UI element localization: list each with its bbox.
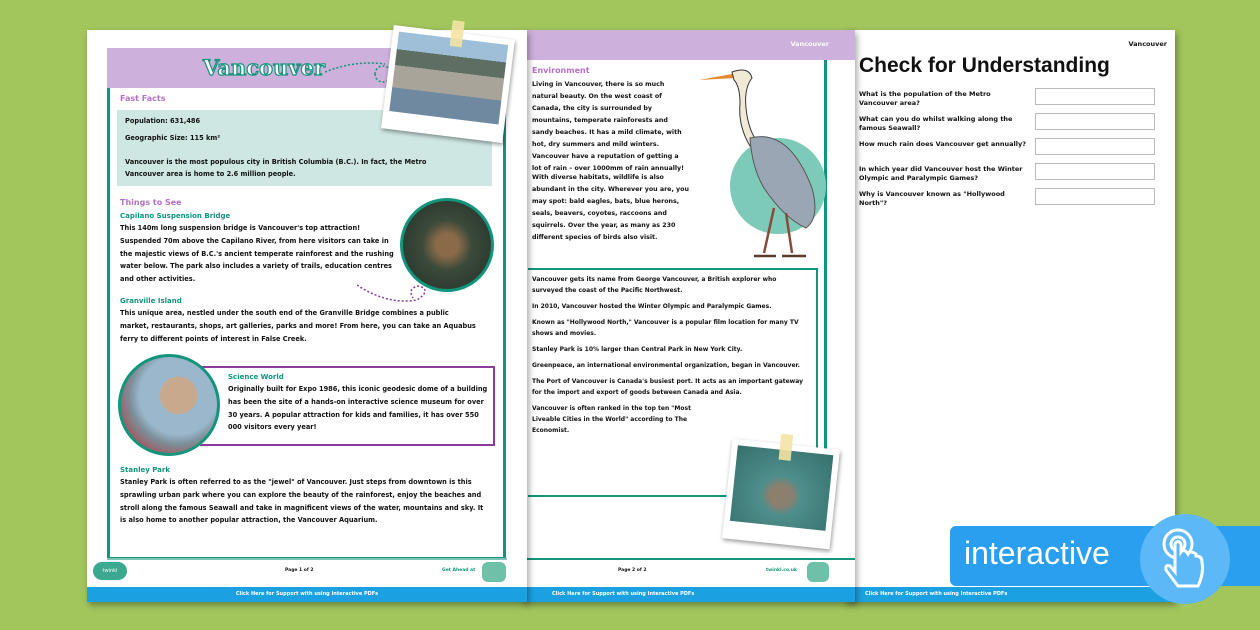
fact-item: Vancouver gets its name from George Vancouver, a British explorer who surveyed the coast of the Pacific Northwest.	[532, 276, 777, 294]
heron-illustration	[694, 68, 834, 263]
environment-text: Living in Vancouver, there is so much natural beauty. On the west coast of Canada, the city is surrounded by mountains, temperate rainforests and sandy beaches. It has a mild climate, with hot, dry summers and mild winters. Vancouver have a reputation of getting a lot of rain – over 1000mm of rain annually!	[532, 81, 684, 172]
support-link[interactable]: Click Here for Support with using Interactive PDFs	[87, 587, 527, 602]
fact-item: In 2010, Vancouver hosted the Winter Olympic and Paralympic Games.	[532, 303, 772, 310]
page-footer	[522, 558, 855, 584]
suspension-bridge-image	[400, 198, 494, 292]
badge-label: interactive	[964, 535, 1110, 571]
stanley-park-text: Stanley Park is often referred to as the "jewel" of Vancouver. Just steps from downtown is this sprawling urban park where you can explore the beauty of the rainforest, enjoy the beaches and stroll along the famous Seawall and take in magnificent views of the water, mountains and sky. It is also home to another popular attraction, the Vancouver Aquarium.	[120, 478, 484, 525]
section-heading-environment: Environment	[532, 66, 590, 75]
fact-item: The Port of Vancouver is Canada's busiest port. It acts as an important gateway for the import and export of goods between Canada and Asia.	[532, 378, 803, 396]
twinkl-logo: twinkl	[93, 562, 127, 580]
support-link[interactable]: Click Here for Support with using Interactive PDFs	[845, 587, 1175, 602]
page-number: Page 1 of 2	[285, 568, 314, 573]
header-band	[522, 30, 855, 60]
support-link[interactable]: Click Here for Support with using Interactive PDFs	[522, 587, 855, 602]
section-heading-fast-facts: Fast Facts	[120, 94, 166, 103]
capilano-heading: Capilano Suspension Bridge	[120, 212, 231, 220]
fact-item: Known as "Hollywood North," Vancouver is a popular film location for many TV shows and movies.	[532, 319, 799, 337]
fact-item: Stanley Park is 10% larger than Central Park in New York City.	[532, 346, 743, 353]
question-3: How much rain does Vancouver get annually?	[859, 140, 1026, 148]
question-5: Why is Vancouver known as "Hollywood North"?	[859, 190, 1005, 207]
wildlife-text: With diverse habitats, wildlife is also abundant in the city. Wherever you are, you may spot: bald eagles, bats, blue herons, seals, beavers, coyotes, raccoons and squirrels. Over the year, as many as 230 different species of birds also visit.	[532, 174, 689, 241]
page-title: Vancouver	[203, 55, 325, 80]
section-heading-things-to-see: Things to See	[120, 198, 182, 207]
page-header: Vancouver	[790, 40, 829, 48]
page-header: Vancouver	[1128, 40, 1167, 48]
answer-field-2[interactable]	[1035, 113, 1155, 130]
stanley-park-heading: Stanley Park	[120, 466, 171, 474]
city-photo	[381, 25, 515, 143]
facts-list	[532, 274, 807, 436]
science-world-image	[118, 354, 220, 456]
twinkl-badge-icon	[482, 562, 506, 582]
answer-field-3[interactable]	[1035, 138, 1155, 155]
answer-field-1[interactable]	[1035, 88, 1155, 105]
answer-field-4[interactable]	[1035, 163, 1155, 180]
page-title: Check for Understanding	[859, 54, 1110, 77]
science-world-box	[200, 366, 495, 446]
website-link[interactable]: twinkl.co.uk	[766, 568, 797, 573]
answer-field-5[interactable]	[1035, 188, 1155, 205]
population-fact: Population: 631,486	[125, 117, 201, 125]
granville-text: This unique area, nestled under the south end of the Granville Bridge combines a public market, restaurants, shops, art galleries, parks and more! From here, you can take an Aquabus ferry to different points of interest in False Creek.	[120, 309, 476, 343]
page-footer	[102, 558, 507, 584]
granville-heading: Granville Island	[120, 297, 182, 305]
worksheet-page-2	[522, 30, 855, 602]
science-world-text: Originally built for Expo 1986, this iconic geodesic dome of a building has been the site of a hands-on interactive science museum for over 30 years. A popular attraction for kids and families, it has over 550 000 visitors every year!	[228, 385, 488, 432]
question-2: What can you do whilst walking along the famous Seawall?	[859, 115, 1013, 132]
science-world-heading: Science World	[228, 373, 284, 381]
fact-item: Greenpeace, an international environmental organization, began in Vancouver.	[532, 362, 800, 369]
page-number: Page 2 of 2	[618, 568, 647, 573]
tap-hand-icon	[1140, 514, 1230, 604]
worksheet-page-1	[87, 30, 527, 602]
question-4: In which year did Vancouver host the Winter Olympic and Paralympic Games?	[859, 165, 1023, 182]
question-1: What is the population of the Metro Vancouver area?	[859, 90, 991, 107]
intro-text: Vancouver is the most populous city in British Columbia (B.C.). In fact, the Metro Vancouver area is home to 2.6 million people.	[125, 158, 427, 178]
fact-item: Vancouver is often ranked in the top ten "Most Liveable Cities in the World" according to The Economist.	[532, 405, 691, 434]
twinkl-badge-icon	[807, 562, 829, 582]
get-ahead-link[interactable]: Get Ahead at	[442, 568, 476, 573]
capilano-text: This 140m long suspension bridge is Vancouver's top attraction! Suspended 70m above the Capilano River, from here visitors can take in the majestic views of B.C.'s ancient temperate rainforest and the rushing water below. The park also includes a variety of trails, education centres and other activities.	[120, 224, 394, 284]
worksheet-page-3	[845, 30, 1175, 602]
seal-photo	[722, 439, 840, 550]
size-fact: Geographic Size: 115 km²	[125, 134, 221, 142]
